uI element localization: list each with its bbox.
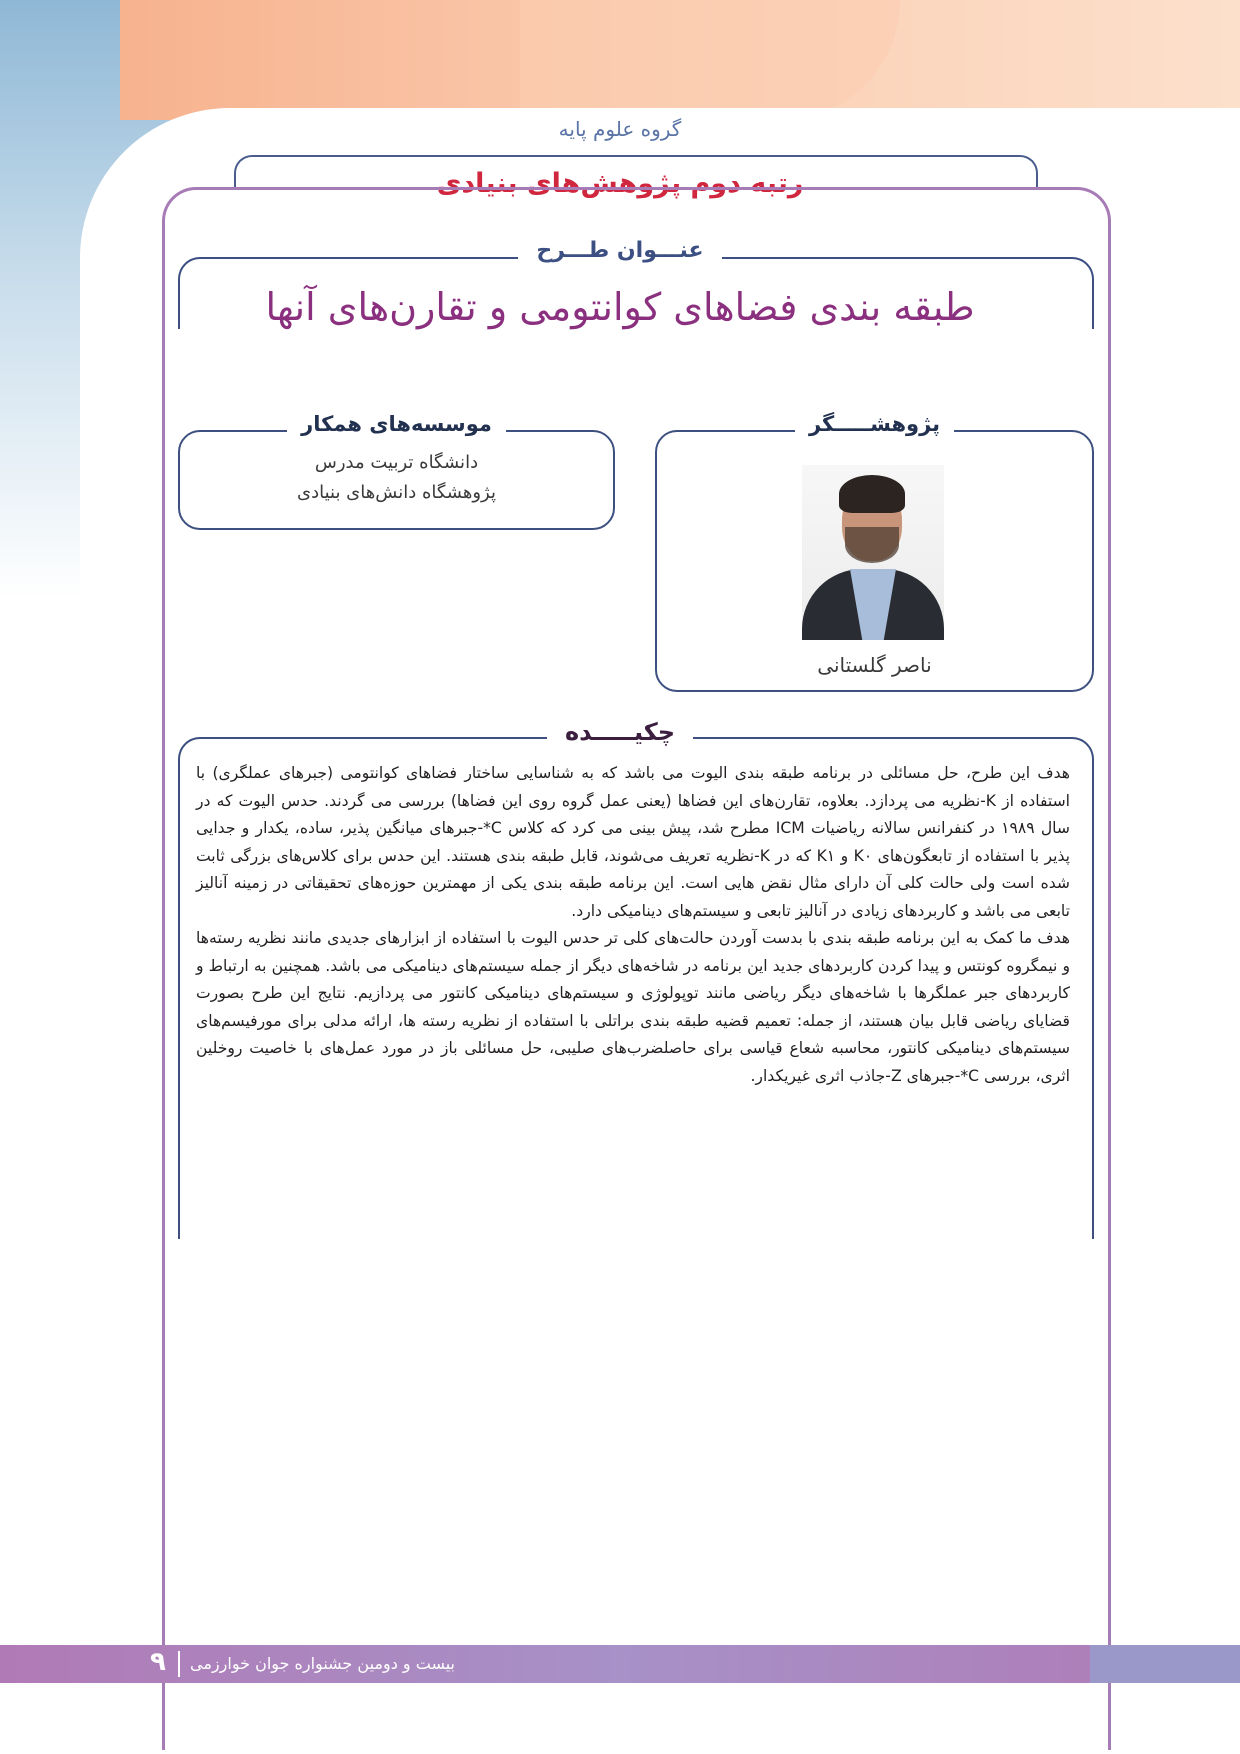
institutions-label: موسسه‌های همکار (287, 412, 506, 436)
researcher-label: پژوهشـــــگر (795, 412, 954, 436)
rank-heading: رتبه دوم پژوهش‌های بنیادی (417, 168, 824, 199)
footer-bar (0, 1645, 1240, 1683)
researcher-photo (802, 465, 944, 640)
institutions-box (178, 430, 615, 530)
project-label: عنـــوان طـــرح (518, 238, 721, 263)
page-number: ۹ (150, 1647, 166, 1677)
researcher-label-wrap (655, 412, 1094, 436)
background-peach-accent (520, 0, 900, 120)
group-label: گروه علوم پایه (558, 117, 682, 141)
abstract-label-wrap (0, 718, 1240, 746)
project-label-wrap (0, 238, 1240, 263)
footer-text: بیست و دومین جشنواره جوان خوارزمی (190, 1654, 455, 1673)
abstract-label: چکیـــــده (547, 718, 693, 746)
footer-accent (1090, 1645, 1240, 1683)
project-title: طبقه بندی فضاهای کوانتومی و تقارن‌های آنها (265, 285, 975, 329)
footer-separator (178, 1651, 180, 1677)
abstract-paragraph: هدف ما کمک به این برنامه طبقه بندی با بدست آوردن حالت‌های کلی تر حدس الیوت با استفاده از ابزارهای جدیدی مانند نظریه رسته‌ها و نیمگروه کونتس و پیدا کردن کاربردهای جدید این برنامه در شاخه‌های دیگر از جمله سیستم‌های دینامیکی می باشد. همچنین به ارتباط و کاربردهای جبر عملگرها با شاخه‌های دیگر ریاضی مانند توپولوژی و سیستم‌های دینامیکی کانتور می پردازیم. نتایج این طرح بصورت قضایای ریاضی قابل بیان هستند، از جمله: تعمیم قضیه طبقه بندی براتلی با استفاده از نظریه رسته ها، ارائه مدلی برای مورفیسم‌های سیستم‌های دینامیکی کانتور، محاسبه شعاع قیاسی برای حاصلضرب‌های صلیبی، حل مسائلی باز در مورد عمل‌های با خاصیت روخلین اثری، بررسی C*-جبرهای Z-جاذب اثری غیریکدار. (196, 929, 1070, 1085)
institution-item: پژوهشگاه دانش‌های بنیادی (297, 482, 496, 503)
institution-item: دانشگاه تربیت مدرس (314, 452, 479, 473)
abstract-paragraph: هدف این طرح، حل مسائلی در برنامه طبقه بندی الیوت می باشد که به شناسایی ساختار فضاهای کوانتومی (جبرهای عملگری) با استفاده از K-نظریه می پردازد. بعلاوه، تقارن‌های این فضاها (یعنی عمل گروه روی این فضاها) بررسی می گردند. حدس الیوت که در سال ۱۹۸۹ در کنفرانس سالانه ریاضیات ICM مطرح شد، پیش بینی می کرد که کلاس C*-جبرهای میانگین پذیر، ساده، یکدار و جدایی پذیر با استفاده از تابعگون‌های K۰ و K۱ که در K-نظریه تعریف می‌شوند، قابل طبقه بندی هستند. این حدس برای کلاس‌های بزرگی ثابت شده است ولی حالت کلی آن دارای مثال نقض هایی است. این برنامه طبقه بندی یکی از مهمترین حوزه‌های تحقیقاتی در زمینه آنالیز تابعی می باشد و کاربردهای زیادی در آنالیز تابعی و سیستم‌های دینامیکی دارد. (196, 764, 1070, 920)
abstract-text (196, 760, 1070, 1090)
institutions-label-wrap (178, 412, 615, 436)
researcher-name: ناصر گلستانی (817, 653, 932, 677)
